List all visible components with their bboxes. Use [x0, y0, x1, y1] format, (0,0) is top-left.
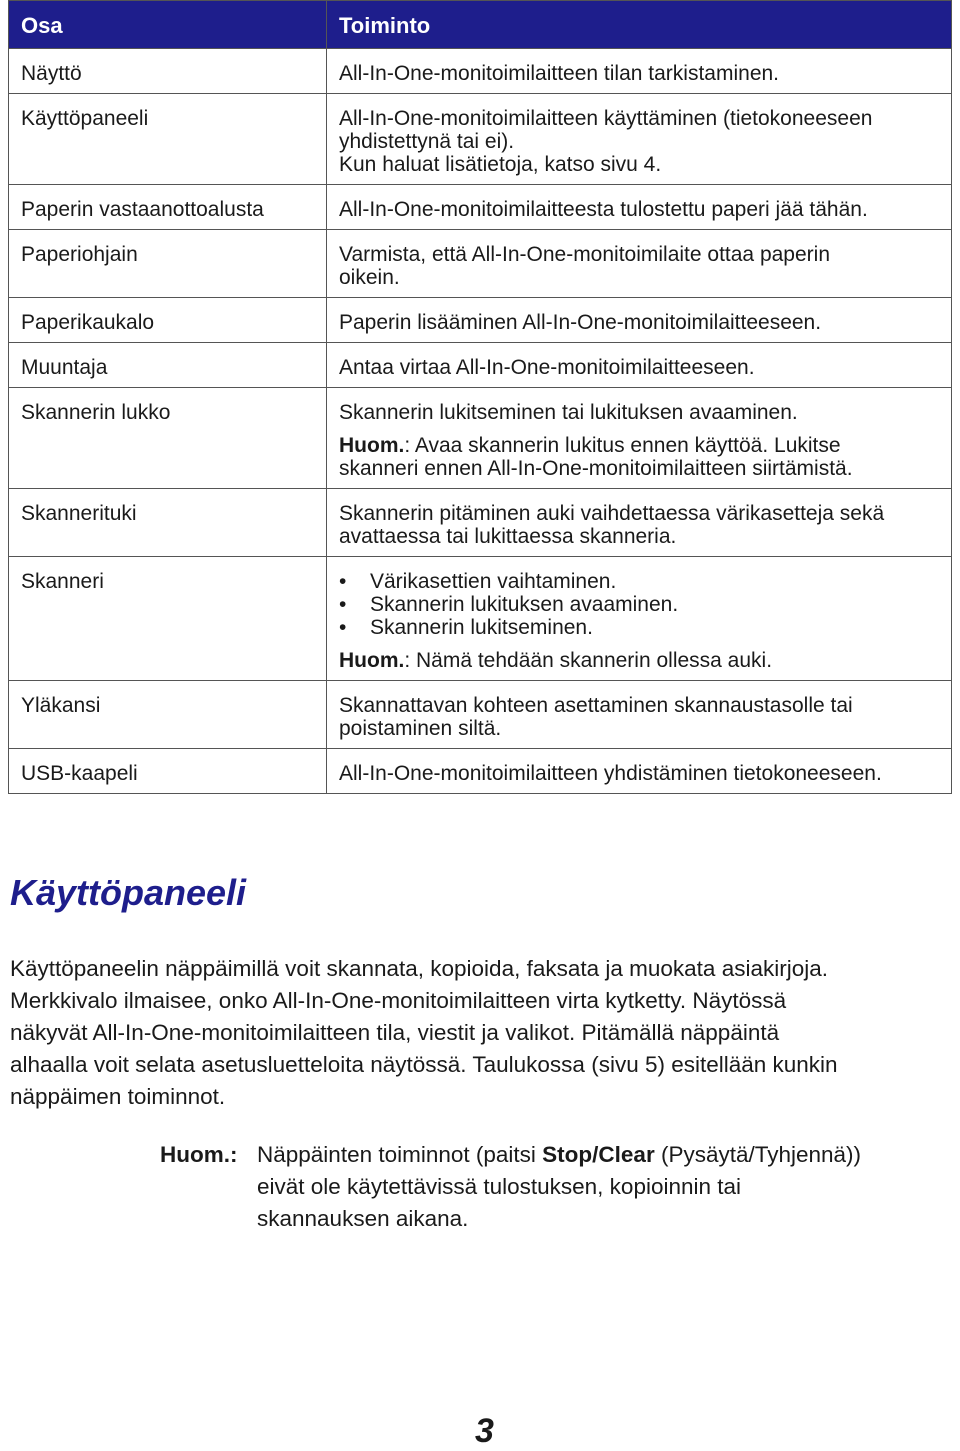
parts-table: [8, 0, 952, 794]
function-text: Kun haluat lisätietoja, katso sivu 4.: [339, 153, 662, 176]
bullet-item: • Värikasettien vaihtaminen.: [339, 570, 939, 593]
table-row: [9, 298, 952, 343]
function-text: oikein.: [339, 266, 400, 289]
note-label: Huom.:: [160, 1142, 238, 1167]
section-paragraph: [10, 953, 955, 1113]
function-text: Skannerin pitäminen auki vaihdettaessa värikasetteja sekä: [339, 502, 885, 525]
table-row: [9, 489, 952, 557]
note-line: [257, 1139, 955, 1171]
function-text: Antaa virtaa All-In-One-monitoimilaitteeseen.: [339, 356, 755, 379]
function-cell: [327, 681, 952, 749]
table-row: [9, 681, 952, 749]
table-row: [9, 49, 952, 94]
function-cell: [327, 749, 952, 794]
function-text: Skannattavan kohteen asettaminen skannaustasolle tai: [339, 694, 853, 717]
note-text-continued: skanneri ennen All-In-One-monitoimilaitteen siirtämistä.: [339, 457, 853, 480]
function-cell: [327, 343, 952, 388]
part-cell: Paperin vastaanottoalusta: [9, 185, 327, 230]
paragraph-line: näppäimen toiminnot.: [10, 1084, 226, 1109]
function-cell: [327, 298, 952, 343]
section-title: Käyttöpaneeli: [10, 872, 247, 913]
part-cell: Paperiohjain: [9, 230, 327, 298]
header-function: Toiminto: [327, 1, 952, 49]
part-cell: Muuntaja: [9, 343, 327, 388]
function-text: All-In-One-monitoimilaitteen yhdistäminen tietokoneeseen.: [339, 762, 882, 785]
function-text: avattaessa tai lukittaessa skanneria.: [339, 525, 677, 548]
header-part: Osa: [9, 1, 327, 49]
table-row: [9, 185, 952, 230]
paragraph-line: Käyttöpaneelin näppäimillä voit skannata, kopioida, faksata ja muokata asiakirjoja.: [10, 956, 828, 981]
bullet-item: • Skannerin lukituksen avaaminen.: [339, 593, 939, 616]
function-text: All-In-One-monitoimilaitteen käyttäminen (tietokoneeseen: [339, 107, 873, 130]
table-row: [9, 388, 952, 489]
stop-clear-key-name: Stop/Clear: [542, 1142, 655, 1167]
part-cell: Skannerituki: [9, 489, 327, 557]
table-header-row: [9, 1, 952, 49]
function-cell: [327, 94, 952, 185]
part-cell: Yläkansi: [9, 681, 327, 749]
part-cell: Paperikaukalo: [9, 298, 327, 343]
part-cell: Skanneri: [9, 557, 327, 681]
function-cell: [327, 49, 952, 94]
table-row: [9, 230, 952, 298]
paragraph-line: näkyvät All-In-One-monitoimilaitteen tila, viestit ja valikot. Pitämällä näppäintä: [10, 1020, 780, 1045]
function-text: All-In-One-monitoimilaitteesta tulostettu paperi jää tähän.: [339, 198, 868, 221]
note-text: : Nämä tehdään skannerin ollessa auki.: [404, 649, 773, 672]
function-text: All-In-One-monitoimilaitteen tilan tarkistaminen.: [339, 62, 780, 85]
table-row: [9, 749, 952, 794]
note-text-pre: Näppäinten toiminnot (paitsi: [257, 1142, 543, 1167]
note-label: Huom.: [339, 649, 405, 672]
paragraph-line: Merkkivalo ilmaisee, onko All-In-One-monitoimilaitteen virta kytketty. Näytössä: [10, 988, 787, 1013]
function-cell: [327, 557, 952, 681]
function-text: yhdistettynä tai ei).: [339, 130, 515, 153]
part-cell: USB-kaapeli: [9, 749, 327, 794]
function-cell: [327, 230, 952, 298]
part-cell: Käyttöpaneeli: [9, 94, 327, 185]
note-line: [339, 434, 939, 457]
part-cell: Näyttö: [9, 49, 327, 94]
page-number: 3: [475, 1412, 494, 1450]
note-line: [339, 649, 939, 672]
note-label: Huom.: [339, 434, 405, 457]
function-cell: [327, 489, 952, 557]
table-row: [9, 94, 952, 185]
function-text: poistaminen siltä.: [339, 717, 502, 740]
function-text: Varmista, että All-In-One-monitoimilaite ottaa paperin: [339, 243, 830, 266]
table-row: [9, 557, 952, 681]
section-note: [160, 1139, 955, 1235]
bullet-item: • Skannerin lukitseminen.: [339, 616, 939, 639]
part-cell: Skannerin lukko: [9, 388, 327, 489]
paragraph-line: alhaalla voit selata asetusluetteloita näytössä. Taulukossa (sivu 5) esitellään kunkin: [10, 1052, 838, 1077]
note-text: : Avaa skannerin lukitus ennen käyttöä. Lukitse: [404, 434, 841, 457]
function-text: Skannerin lukitseminen tai lukituksen avaaminen.: [339, 401, 798, 424]
function-cell: [327, 388, 952, 489]
note-line: skannauksen aikana.: [257, 1206, 469, 1231]
note-line: eivät ole käytettävissä tulostuksen, kopioinnin tai: [257, 1174, 742, 1199]
function-cell: [327, 185, 952, 230]
table-row: [9, 343, 952, 388]
function-text: Paperin lisääminen All-In-One-monitoimilaitteeseen.: [339, 311, 822, 334]
note-text-post: (Pysäytä/Tyhjennä)): [654, 1142, 862, 1167]
